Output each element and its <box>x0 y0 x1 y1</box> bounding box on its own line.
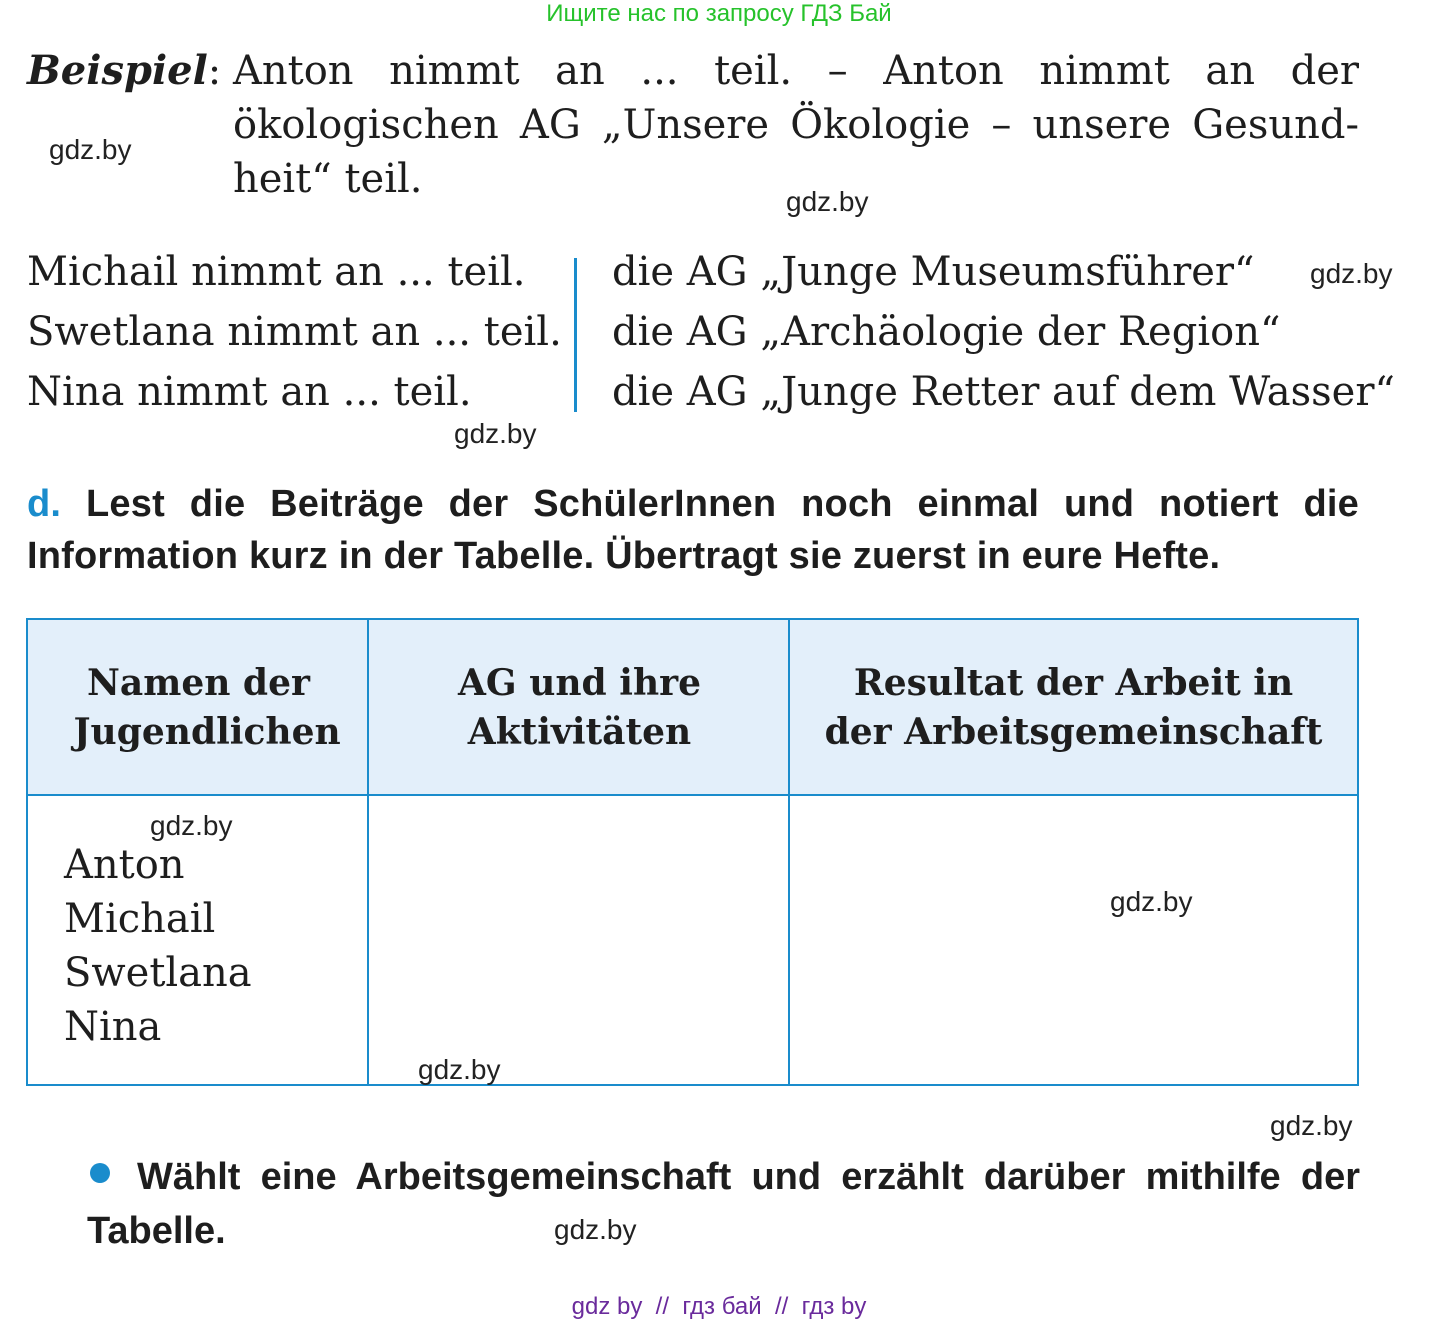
phrase-left-1: Michail nimmt an ... teil. <box>27 249 526 295</box>
watermark: gdz.by <box>1110 886 1193 917</box>
table-row-divider <box>28 794 1357 796</box>
footer-links[interactable]: gdz by // гдз бай // гдз by <box>571 1293 867 1320</box>
watermark: gdz.by <box>454 418 537 449</box>
answer-table <box>26 618 1359 1086</box>
name-item: Nina <box>64 1004 162 1050</box>
table-col-divider-1 <box>367 620 369 1084</box>
phrases-divider <box>574 258 577 412</box>
example-sentence: Anton nimmt an ... teil. – Anton nimmt an der ökologischen AG „Unsere Ökologie – unsere Gesund-heit“ teil. <box>233 48 1359 202</box>
table-header-ag-text: AG und ihre Aktivitäten <box>458 662 701 753</box>
task-d-letter: d. <box>27 483 62 525</box>
example-label-colon: : <box>207 48 222 94</box>
phrase-left-2: Swetlana nimmt an ... teil. <box>27 309 562 355</box>
example-label <box>27 44 221 98</box>
phrase-right-1: die AG „Junge Museumsführer“ <box>612 249 1255 295</box>
task-d-text: Lest die Beiträge der SchülerInnen noch einmal und notiert die Information kurz in der Tabelle. Übertragt sie zuerst in eure Hefte. <box>27 483 1359 577</box>
phrase-right-2: die AG „Archäologie der Region“ <box>612 309 1281 355</box>
table-header-result <box>790 620 1357 796</box>
example-label-text: Beispiel <box>27 47 208 94</box>
watermark: gdz.by <box>554 1214 637 1245</box>
table-header-result-text: Resultat der Arbeit in der Arbeitsgemeinschaft <box>824 662 1323 753</box>
watermark: gdz.by <box>786 186 869 217</box>
watermark: gdz.by <box>1310 258 1393 289</box>
name-item: Swetlana <box>64 950 252 996</box>
table-header-ag <box>369 620 790 796</box>
task-d <box>27 478 1359 582</box>
top-banner: Ищите нас по запросу ГДЗ Бай <box>546 0 892 27</box>
watermark: gdz.by <box>1270 1110 1353 1141</box>
name-item: Anton <box>64 842 185 888</box>
table-col-divider-2 <box>788 620 790 1084</box>
names-list <box>64 838 252 1054</box>
name-item: Michail <box>64 896 216 942</box>
table-header-names <box>28 620 369 796</box>
watermark: gdz.by <box>418 1054 501 1085</box>
table-header-names-text: Namen der Jugendlichen <box>73 662 341 753</box>
phrase-left-3: Nina nimmt an ... teil. <box>27 369 472 415</box>
task-bullet: Wählt eine Arbeitsgemeinschaft und erzählt darüber mithilfe der Tabelle. <box>87 1156 1360 1252</box>
watermark: gdz.by <box>150 810 233 841</box>
watermark: gdz.by <box>49 134 132 165</box>
phrase-right-3: die AG „Junge Retter auf dem Wasser“ <box>612 369 1395 415</box>
